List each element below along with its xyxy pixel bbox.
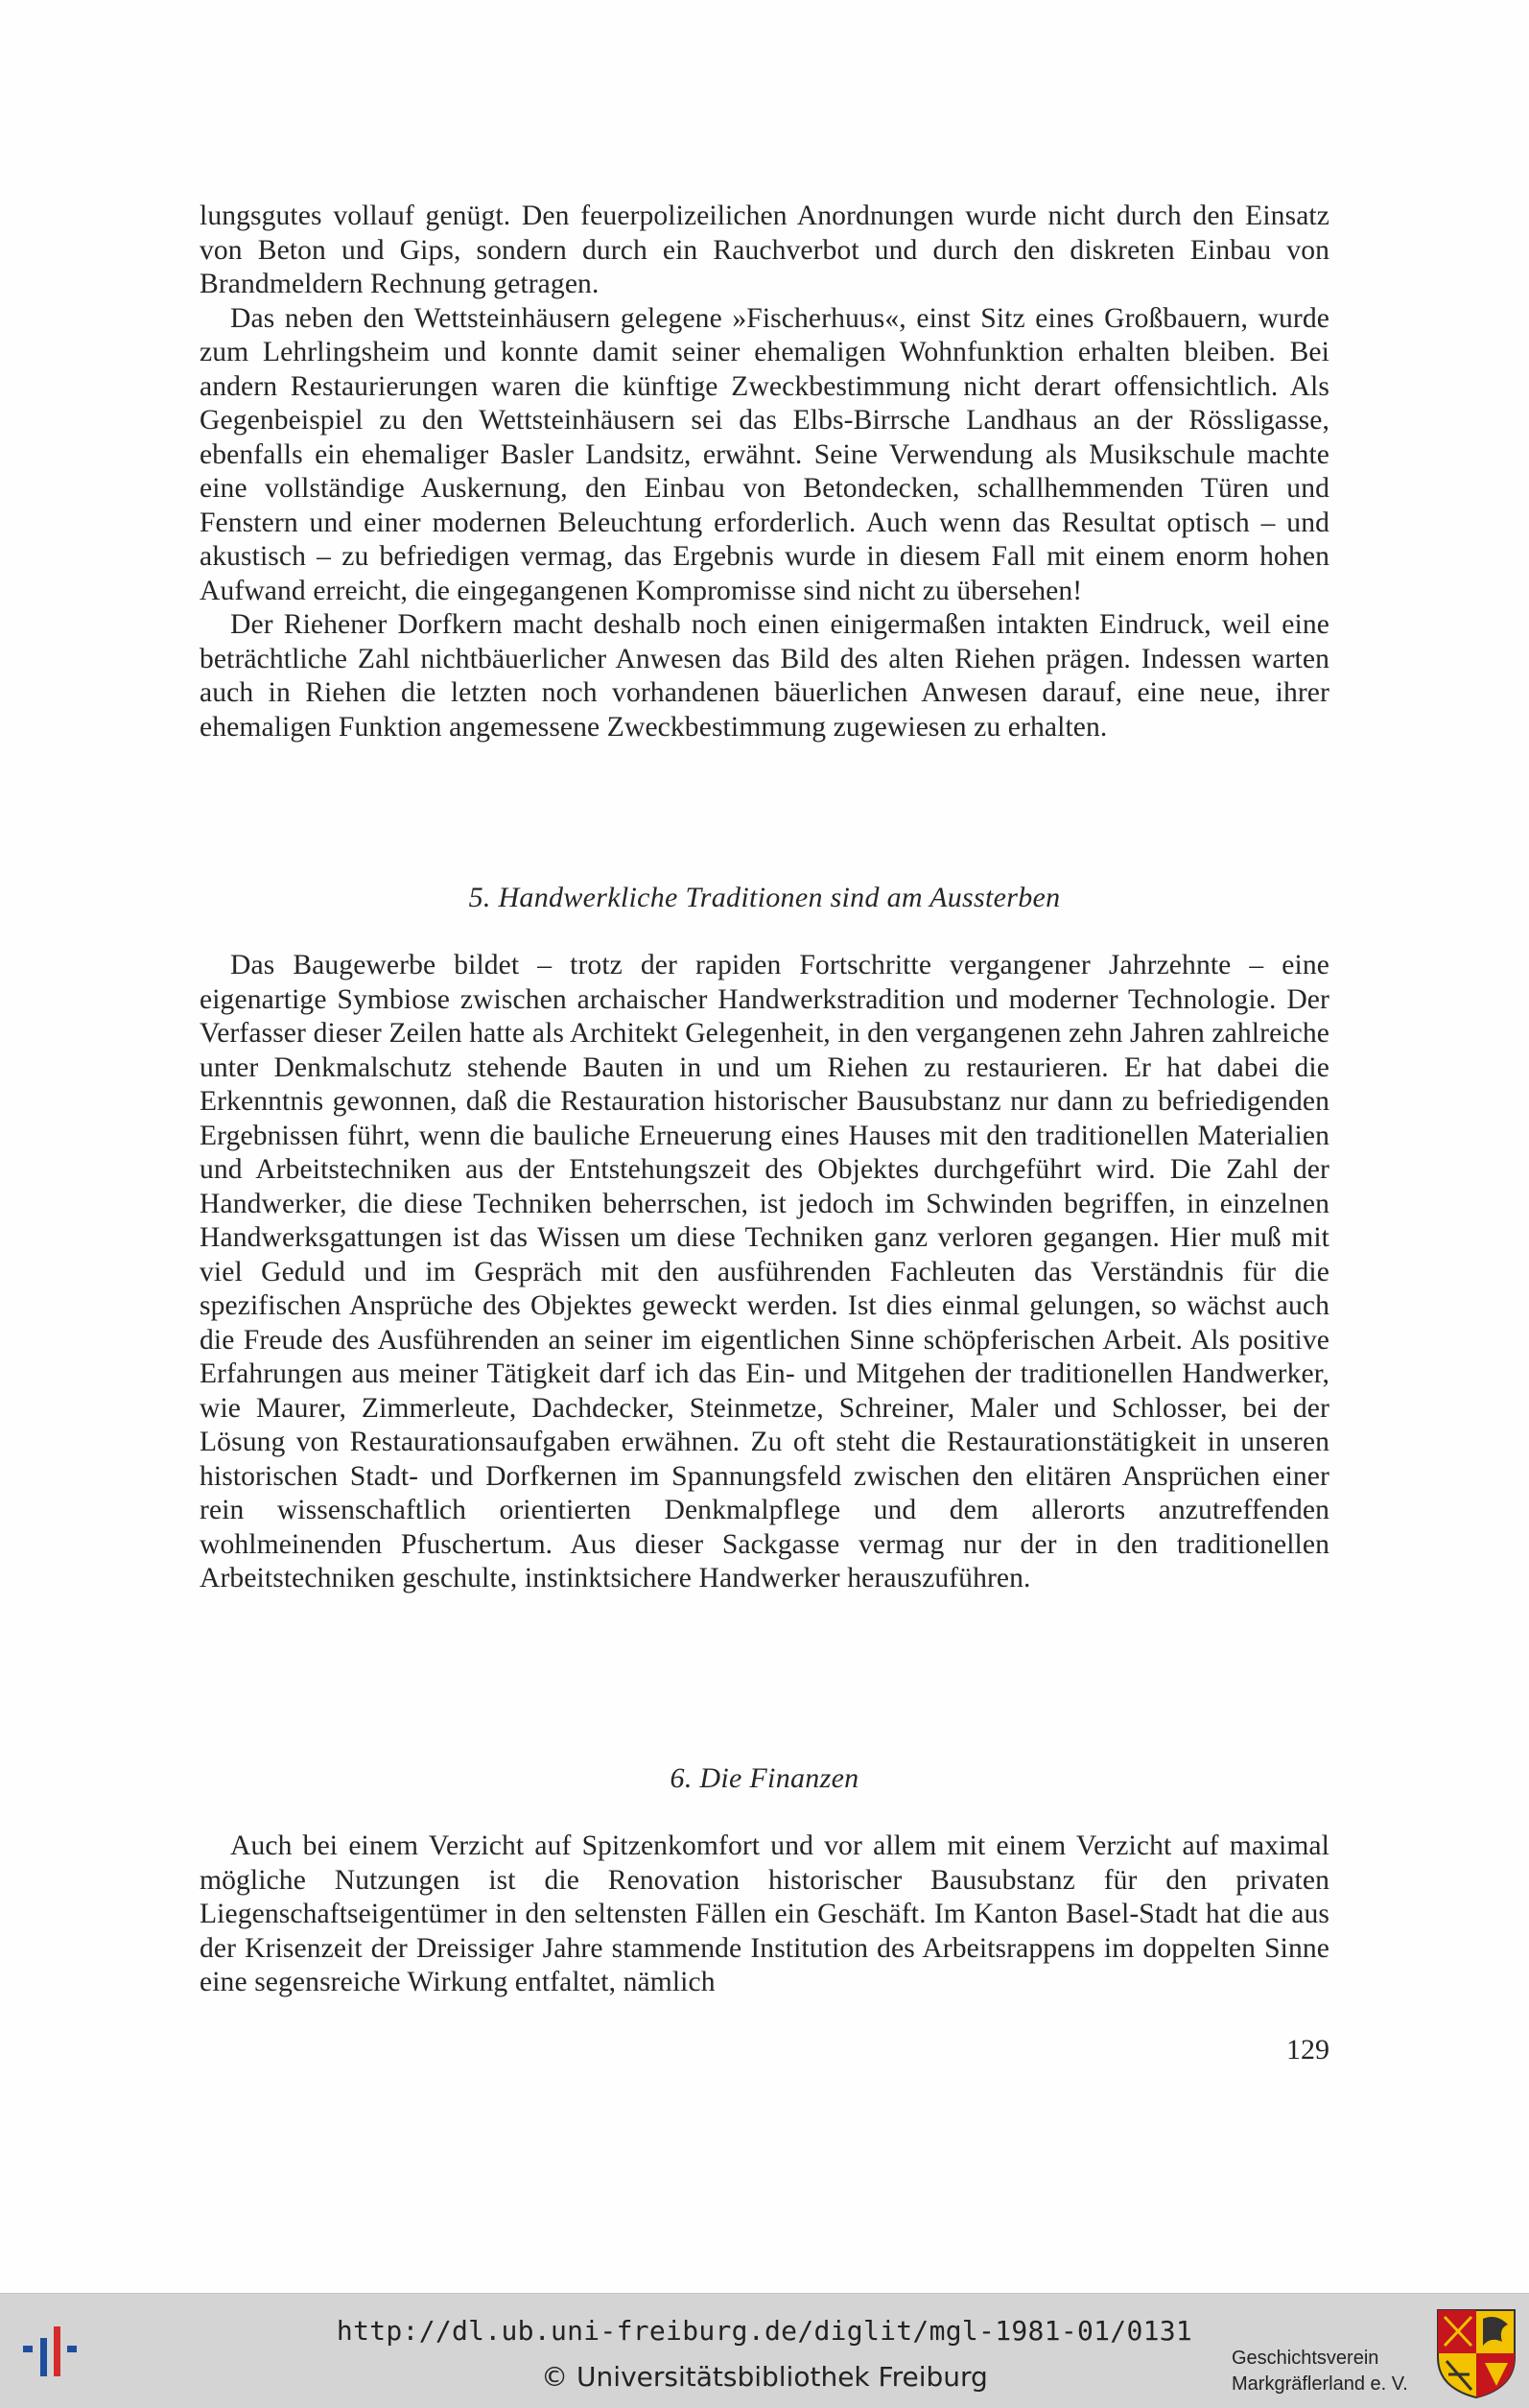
society-name xyxy=(1232,2346,1408,2397)
society-name-line-1: Geschichtsverein xyxy=(1232,2348,1379,2369)
page-number: 129 xyxy=(1286,2034,1329,2066)
coat-of-arms-icon xyxy=(1435,2307,1517,2399)
source-url-link[interactable]: http://dl.ub.uni-freiburg.de/diglit/mgl-1981-01/0131 xyxy=(336,2315,1193,2347)
paragraph-finanzen: Auch bei einem Verzicht auf Spitzenkomfort und vor allem mit einem Verzicht auf maximal mögliche Nutzungen ist die Renovation historischer Bausubstanz für den privaten Liegenschaftseigentümer in den seltensten Fällen ein Geschäft. Im Kanton Basel-Stadt hat die aus der Krisenzeit der Dreissiger Jahre stammende Institution des Arbeitsrappens im doppelten Sinne eine segensreiche Wirkung entfaltet, nämlich xyxy=(200,1830,1329,1997)
top-text-block xyxy=(200,200,1329,744)
paragraph-continuation: lungsgutes vollauf genügt. Den feuerpolizeilichen Anordnungen wurde nicht durch den Einsatz von Beton und Gips, sondern durch ein Rauchverbot und durch den diskreten Einbau von Brandmeldern Rechnung getragen. xyxy=(200,201,1329,299)
paragraph-handwerk: Das Baugewerbe bildet – trotz der rapiden Fortschritte vergangener Jahrzehnte – eine eigenartige Symbiose zwischen archaischer Handwerkstradition und moderner Technologie. Der Verfasser dieser Zeilen hatte als Architekt Gelegenheit, in den vergangenen zehn Jahren zahlreiche unter Denkmalschutz stehende Bauten in und um Riehen zu restaurieren. Er hat dabei die Erkenntnis gewonnen, daß die Restauration historischer Bausubstanz nur dann zu befriedigenden Ergebnissen führt, wenn die bauliche Erneuerung eines Hauses mit den traditionellen Materialien und Arbeitstechniken aus der Entstehungszeit des Objektes durchgeführt wird. Die Zahl der Handwerker, die diese Techniken beherrschen, ist jedoch im Schwinden begriffen, in einzelnen Handwerksgattungen ist das Wissen um diese Techniken ganz verloren gegangen. Hier muß mit viel Geduld und im Gespräch mit den ausführenden Fachleuten das Verständnis für die spezifischen Ansprüche des Objektes geweckt werden. Ist dies einmal gelungen, so wächst auch die Freude des Ausführenden an seiner im eigentlichen Sinne schöpferischen Arbeit. Als positive Erfahrungen aus meiner Tätigkeit darf ich das Ein- und Mitgehen der traditionellen Handwerker, wie Maurer, Zimmerleute, Dachdecker, Steinmetze, Schreiner, Maler und Schlosser, bei der Lösung von Restaurationsaufgaben erwähnen. Zu oft steht die Restaurationstätigkeit in unseren historischen Stadt- und Dorfkernen im Spannungsfeld zwischen den elitären Ansprüchen einer rein wissenschaftlich orientierten Denkmalpflege und dem allerorts anzutreffenden wohlmeinenden Pfuschertum. Aus dieser Sackgasse vermag nur der in den traditionellen Arbeitstechniken geschulte, instinktsichere Handwerker herauszuführen. xyxy=(200,950,1329,1594)
section-6-text-block xyxy=(200,1830,1329,2000)
society-name-line-2: Markgräflerland e. V. xyxy=(1232,2373,1408,2395)
paragraph-fischerhuus: Das neben den Wettsteinhäusern gelegene »Fischerhuus«, einst Sitz eines Großbauern, wurde zum Lehrlingsheim und konnte damit seiner ehemaligen Wohnfunktion erhalten bleiben. Bei andern Restaurierungen waren die künftige Zweckbestimmung nicht derart offensichtlich. Als Gegenbeispiel zu den Wettsteinhäusern sei das Elbs-Birrsche Landhaus an der Rössligasse, ebenfalls ein ehemaliger Basler Landsitz, erwähnt. Seine Verwendung als Musikschule machte eine vollständige Auskernung, den Einbau von Betondecken, schallhemmenden Türen und Fenstern und einer modernen Beleuchtung erforderlich. Auch wenn das Resultat optisch – und akustisch – zu befriedigen vermag, das Ergebnis wurde in diesem Fall mit einem enorm hohen Aufwand erreicht, die eingegangenen Kompromisse sind nicht zu übersehen! xyxy=(200,302,1329,606)
paragraph-dorfkern: Der Riehener Dorfkern macht deshalb noch einen einigermaßen intakten Eindruck, weil eine beträchtliche Zahl nichtbäuerlicher Anwesen das Bild des alten Riehen prägen. Indessen warten auch in Riehen die letzten noch vorhandenen bäuerlichen Anwesen darauf, eine neue, ihrer ehemaligen Funktion angemessene Zweckbestimmung zugewiesen zu erhalten. xyxy=(200,609,1329,743)
section-heading-6: 6. Die Finanzen xyxy=(670,1762,859,1794)
section-5-text-block xyxy=(200,949,1329,1596)
section-heading-5: 5. Handwerkliche Traditionen sind am Aussterben xyxy=(468,882,1061,913)
copyright-text: © Universitätsbibliothek Freiburg xyxy=(541,2361,988,2393)
footer-bar xyxy=(0,2293,1529,2408)
